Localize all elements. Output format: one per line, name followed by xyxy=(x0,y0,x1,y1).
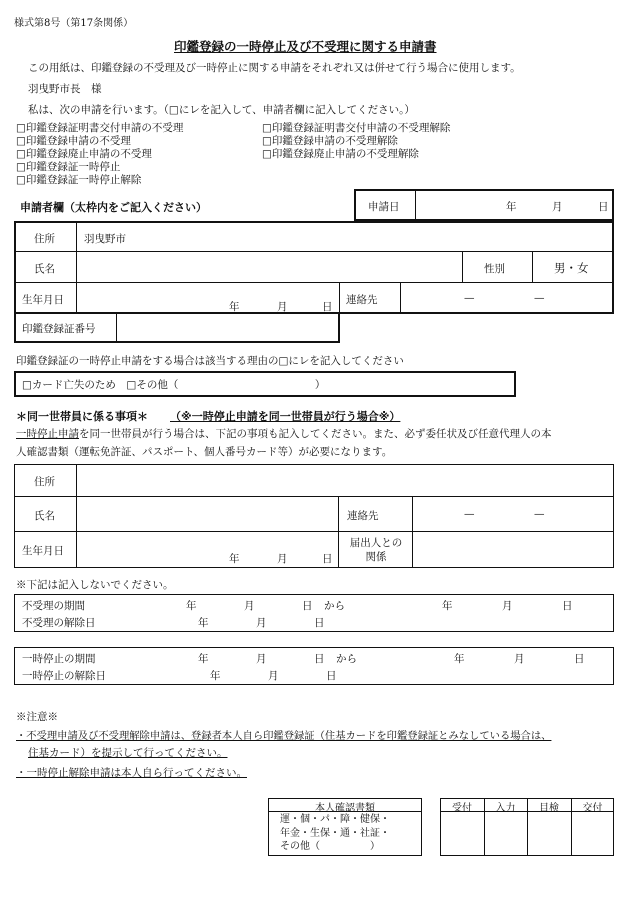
address-value[interactable]: 羽曳野市 xyxy=(84,233,126,245)
gender-value[interactable]: 男・女 xyxy=(554,261,589,275)
card-number-label: 印鑑登録証番号 xyxy=(22,323,96,335)
caution-item1-line1: ・不受理申請及び不受理解除申請は、登録者本人自ら印鑑登録証（住基カードを印鑑登録証とみなしている場合は、 xyxy=(16,730,552,742)
id-docs-line3: その他（ ） xyxy=(280,841,380,852)
household-birth-month: 月 xyxy=(277,553,288,565)
suspend-period-label: 一時停止の期間 xyxy=(22,653,96,665)
household-birth-day: 日 xyxy=(322,553,333,565)
suspend-from-day: 日 xyxy=(314,653,325,665)
birth-year: 年 xyxy=(229,301,240,313)
stamp-issue: 交付 xyxy=(582,803,603,814)
nonaccept-from: から xyxy=(324,600,345,612)
household-contact-dash-1: — xyxy=(464,508,475,520)
id-docs-list xyxy=(280,813,390,854)
apply-date-label: 申請日 xyxy=(368,201,400,213)
name-label: 氏名 xyxy=(34,263,55,275)
nonaccept-period-label: 不受理の期間 xyxy=(22,600,85,612)
suspend-from: から xyxy=(336,653,357,665)
suspend-to-day: 日 xyxy=(574,653,585,665)
apply-year: 年 xyxy=(506,201,517,213)
id-docs-title: 本人確認書類 xyxy=(315,803,375,814)
caution-heading: ※注意※ xyxy=(16,711,58,723)
suspend-from-month: 月 xyxy=(256,653,267,665)
intro-text: 私は、次の申請を行います。（□にレを記入して、申請者欄に記入してください。） xyxy=(28,104,415,116)
nonaccept-to-day: 日 xyxy=(562,600,573,612)
contact-label: 連絡先 xyxy=(346,294,378,306)
household-contact-dash-2: — xyxy=(534,508,545,520)
checks-right[interactable] xyxy=(262,122,450,161)
address-label: 住所 xyxy=(34,233,55,245)
check-abolish-nonaccept[interactable]: □印鑑登録廃止申請の不受理 xyxy=(16,148,152,160)
birth-day: 日 xyxy=(322,301,333,313)
caution-item1-line2: 住基カード）を提示して行ってください。 xyxy=(28,747,228,759)
suspend-to-year: 年 xyxy=(454,653,465,665)
nonaccept-release-label: 不受理の解除日 xyxy=(22,617,96,629)
household-birth-label: 生年月日 xyxy=(22,545,64,557)
id-docs-line1: 運・個・パ・障・健保・ xyxy=(280,814,390,825)
household-heading-note: （※一時停止申請を同一世帯員が行う場合※） xyxy=(170,410,401,423)
household-note-underlined: 一時停止申請 xyxy=(16,428,79,440)
check-reg-nonaccept[interactable]: □印鑑登録申請の不受理 xyxy=(16,135,131,147)
check-suspend-release[interactable]: □印鑑登録証一時停止解除 xyxy=(16,174,142,186)
household-note-line1 xyxy=(16,426,552,441)
page-title: 印鑑登録の一時停止及び不受理に関する申請書 xyxy=(174,39,437,54)
nonaccept-from-month: 月 xyxy=(244,600,255,612)
contact-dash-1: — xyxy=(464,292,475,304)
birth-month: 月 xyxy=(277,301,288,313)
check-cert-nonaccept-release[interactable]: □印鑑登録証明書交付申請の不受理解除 xyxy=(262,122,451,134)
check-reg-nonaccept-release[interactable]: □印鑑登録申請の不受理解除 xyxy=(262,135,398,147)
applicant-section-label: 申請者欄（太枠内をご記入ください） xyxy=(20,201,207,214)
household-note-line2: 人確認書類（運転免許証、パスポート、個人番号カード等）が必要になります。 xyxy=(16,446,393,458)
usage-note: この用紙は、印鑑登録の不受理及び一時停止に関する申請をそれぞれ又は併せて行う場合に使用します。 xyxy=(28,62,521,74)
household-address-label: 住所 xyxy=(34,476,55,488)
suspend-release-label: 一時停止の解除日 xyxy=(22,670,106,682)
suspend-release-day: 日 xyxy=(326,670,337,682)
household-heading: ＊同一世帯員に係る事項＊ xyxy=(16,410,148,423)
suspend-to-month: 月 xyxy=(514,653,525,665)
relation-label-line1: 届出人との xyxy=(349,537,403,549)
apply-month: 月 xyxy=(552,201,563,213)
suspend-release-month: 月 xyxy=(268,670,279,682)
office-note: ※下記は記入しないでください。 xyxy=(16,579,174,591)
gender-label: 性別 xyxy=(484,263,505,275)
suspend-from-year: 年 xyxy=(198,653,209,665)
suspend-release-year: 年 xyxy=(210,670,221,682)
nonaccept-release-month: 月 xyxy=(256,617,267,629)
suspend-reason-note: 印鑑登録証の一時停止申請をする場合は該当する理由の□にレを記入してください xyxy=(16,355,404,367)
id-docs-line2: 年金・生保・通・社証・ xyxy=(280,827,390,839)
relation-label xyxy=(348,536,404,564)
check-abolish-nonaccept-release[interactable]: □印鑑登録廃止申請の不受理解除 xyxy=(262,148,419,160)
relation-label-line2: 関係 xyxy=(365,551,387,563)
birth-label: 生年月日 xyxy=(22,294,64,306)
check-suspend[interactable]: □印鑑登録証一時停止 xyxy=(16,161,121,173)
form-number: 様式第8号（第17条関係） xyxy=(14,18,134,29)
suspend-reason-options[interactable]: □カード亡失のため □その他（ ） xyxy=(22,379,326,391)
stamp-check: 目検 xyxy=(539,803,559,814)
addressee: 羽曳野市長 様 xyxy=(28,83,102,95)
household-name-label: 氏名 xyxy=(34,510,55,522)
stamp-reception: 受付 xyxy=(452,803,472,814)
contact-dash-2: — xyxy=(534,292,545,304)
nonaccept-release-day: 日 xyxy=(314,617,325,629)
check-cert-nonaccept[interactable]: □印鑑登録証明書交付申請の不受理 xyxy=(16,122,184,134)
apply-day: 日 xyxy=(598,201,609,213)
household-note-rest: を同一世帯員が行う場合は、下記の事項も記入してください。また、必ず委任状及び任意代理人の本 xyxy=(79,428,552,440)
checks-left[interactable] xyxy=(16,122,183,187)
stamp-input: 入力 xyxy=(495,803,516,814)
nonaccept-from-day: 日 xyxy=(302,600,313,612)
household-birth-year: 年 xyxy=(229,553,240,565)
nonaccept-to-year: 年 xyxy=(442,600,453,612)
caution-item2: ・一時停止解除申請は本人自ら行ってください。 xyxy=(16,767,247,779)
nonaccept-release-year: 年 xyxy=(198,617,209,629)
household-contact-label: 連絡先 xyxy=(347,510,379,522)
household-table xyxy=(14,464,614,568)
nonaccept-from-year: 年 xyxy=(186,600,197,612)
nonaccept-to-month: 月 xyxy=(502,600,513,612)
